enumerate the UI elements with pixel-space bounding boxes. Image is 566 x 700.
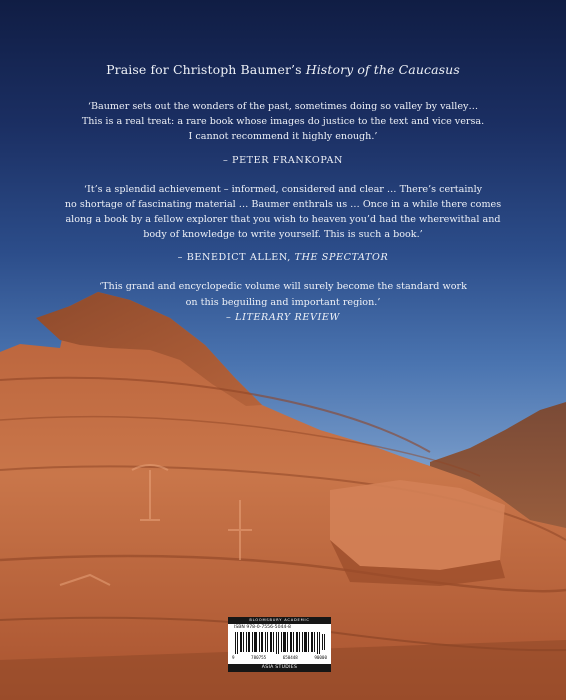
quote-3-author: – — [226, 311, 236, 323]
quote-2-author: – BENEDICT ALLEN, — [177, 252, 295, 264]
quote-3-line-1: ‘This grand and encyclopedic volume will surely become the standard work — [99, 281, 467, 293]
quote-1-author: – PETER FRANKOPAN — [222, 154, 344, 166]
publisher-name: BLOOMSBURY ACADEMIC — [228, 617, 331, 624]
barcode-addon-digits: 90000 — [314, 655, 327, 660]
quote-3-source: LITERARY REVIEW — [235, 311, 340, 323]
quote-1 — [0, 99, 566, 145]
quote-1-line-3: I cannot recommend it highly enough.’ — [188, 131, 378, 143]
quote-2-line-2: no shortage of fascinating material … Baumer enthrals us … Once in a while there comes — [64, 198, 502, 210]
quote-1-line-2: This is a real treat: a rare book whose images do justice to the text and vice versa. — [81, 116, 485, 128]
quote-3 — [0, 279, 566, 309]
quote-1-line-1: ‘Baumer sets out the wonders of the past, sometimes doing so valley by valley… — [87, 101, 479, 112]
quote-2-attribution — [0, 250, 566, 265]
barcode-digits — [232, 655, 327, 660]
subject-category: ASIA STUDIES — [228, 664, 331, 672]
quote-1-attribution — [0, 153, 566, 168]
barcode-digits-left: 780755 — [251, 655, 267, 660]
quote-2-line-3: along a book by a fellow explorer that you wish to heaven you’d had the wherewithal and — [65, 214, 501, 226]
quote-3-line-2: on this beguiling and important region.’ — [185, 296, 381, 308]
quote-2-source: THE SPECTATOR — [294, 252, 389, 264]
quote-3-attribution — [0, 310, 566, 325]
praise-heading-prefix: Praise for Christoph Baumer’s — [106, 62, 306, 77]
barcode-digits-right: 650448 — [282, 655, 298, 660]
quote-2-line-1: ‘It’s a splendid achievement – informed, considered and clear … There’s certainly — [83, 183, 483, 195]
quote-2 — [0, 182, 566, 243]
barcode-label — [228, 617, 331, 672]
praise-heading-title: History of the Caucasus — [305, 62, 460, 77]
praise-heading — [0, 62, 566, 77]
barcode-bars — [233, 632, 326, 654]
isbn-number: ISBN 978-0-7556-5044-8 — [234, 625, 291, 630]
barcode-digit-prefix: 9 — [232, 655, 235, 660]
praise-section — [0, 62, 566, 339]
quote-2-line-4: body of knowledge to write yourself. This is such a book.’ — [143, 229, 423, 241]
